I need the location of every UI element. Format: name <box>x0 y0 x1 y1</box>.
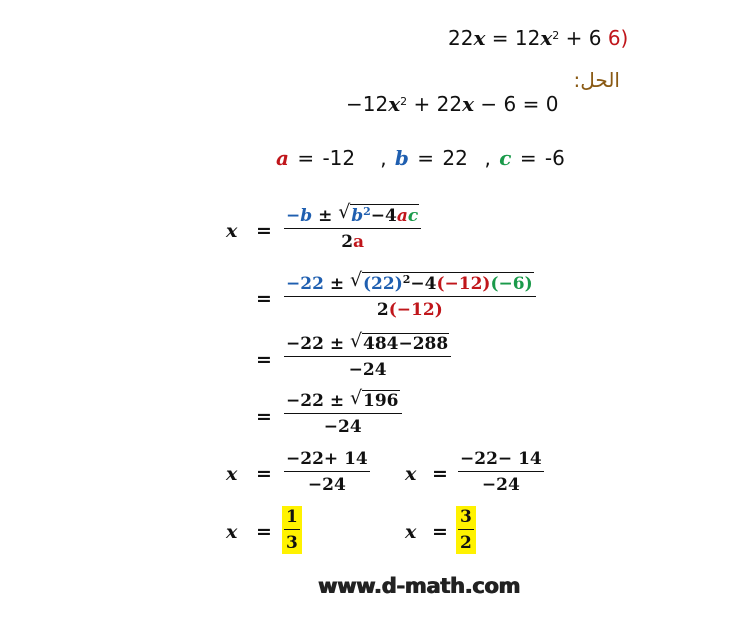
coef-sep1: , <box>380 146 387 170</box>
problem-line <box>448 26 628 50</box>
sf-t2: + 22 <box>413 92 463 116</box>
f-den-a: a <box>353 232 365 252</box>
sqrt-icon: √ <box>350 330 363 352</box>
coef-c-val: = -6 <box>519 146 565 170</box>
s-rad-exp: 2 <box>402 273 411 286</box>
minus-den: −24 <box>458 471 544 495</box>
s-a-val: (−12) <box>436 274 491 294</box>
step4-fraction <box>284 387 402 437</box>
equals-1: = <box>256 220 272 242</box>
coef-sep2: , <box>484 146 491 170</box>
sqrt-icon: √ <box>350 387 363 409</box>
st4-sqrt <box>350 387 400 411</box>
root1-fraction <box>282 506 302 554</box>
f-rad-exp: 2 <box>363 205 371 218</box>
plus-case-fraction <box>284 449 370 495</box>
lhs-var: x <box>473 26 486 50</box>
x-label-root1: x <box>226 521 238 543</box>
x-label-root2: x <box>405 521 417 543</box>
st3-pre: −22 ± <box>286 334 345 354</box>
st4-rad: 196 <box>363 391 399 411</box>
s-den-a: (−12) <box>388 300 443 320</box>
f-den-2: 2 <box>341 232 354 252</box>
st4-pre: −22 ± <box>286 391 345 411</box>
rhs-coef: = 12 <box>491 26 541 50</box>
coef-c-name: c <box>499 146 512 170</box>
minus-num: −22− 14 <box>460 449 542 469</box>
root2-num: 3 <box>460 507 472 527</box>
sf-t3: − 6 = 0 <box>480 92 559 116</box>
step3-fraction <box>284 330 451 380</box>
site-footer: www.d-math.com <box>318 574 521 598</box>
equals-root1: = <box>256 521 272 543</box>
sqrt-icon: √ <box>350 269 363 291</box>
st3-rad: 484−288 <box>363 334 449 354</box>
plus-num: −22+ 14 <box>286 449 368 469</box>
rhs-var: x <box>540 26 553 50</box>
sf-v2: x <box>462 92 475 116</box>
minus-case-fraction <box>458 449 544 495</box>
rhs-tail: + 6 <box>565 26 602 50</box>
coef-a-val: = -12 <box>297 146 356 170</box>
f-a: a <box>396 206 408 226</box>
x-label-1: x <box>226 220 238 242</box>
sf-t1: −12 <box>346 92 389 116</box>
f-rad-b: b <box>351 206 364 226</box>
solution-label: الحل: <box>573 68 620 92</box>
s-neg22: −22 <box>286 274 324 294</box>
formula-fraction <box>284 201 421 252</box>
st4-den: −24 <box>284 413 402 437</box>
s-c-val: (−6) <box>490 274 533 294</box>
standard-form <box>346 92 558 116</box>
equals-2: = <box>256 288 272 310</box>
lhs-coef: 22 <box>448 26 474 50</box>
st3-sqrt <box>350 330 449 354</box>
st3-den: −24 <box>284 356 451 380</box>
plus-den: −24 <box>284 471 370 495</box>
f-b: b <box>300 206 313 226</box>
f-minus4: −4 <box>370 206 397 226</box>
coef-b-val: = 22 <box>417 146 468 170</box>
equals-3: = <box>256 349 272 371</box>
root1-den: 3 <box>284 529 300 553</box>
s-den-2: 2 <box>376 300 389 320</box>
sf-v1: x <box>388 92 401 116</box>
f-c: c <box>407 206 419 226</box>
root1-num: 1 <box>286 507 298 527</box>
equals-4: = <box>256 406 272 428</box>
rhs-exp: 2 <box>552 29 560 42</box>
f-neg: − <box>286 206 301 226</box>
x-label-plus: x <box>226 463 238 485</box>
coef-b-name: b <box>394 146 409 170</box>
problem-number: 6) <box>607 26 629 50</box>
x-label-minus: x <box>405 463 417 485</box>
s-rad-22: (22) <box>363 274 403 294</box>
coef-a-name: a <box>276 146 289 170</box>
s-pm: ± <box>329 274 345 294</box>
coefficients <box>276 146 565 170</box>
sqrt-icon: √ <box>338 201 351 223</box>
f-pm: ± <box>318 206 333 226</box>
s-minus4: −4 <box>410 274 437 294</box>
sf-e1: 2 <box>400 95 408 108</box>
equals-root2: = <box>432 521 448 543</box>
equals-minus: = <box>432 463 448 485</box>
s-sqrt <box>350 269 534 294</box>
root2-den: 2 <box>458 529 474 553</box>
equals-plus: = <box>256 463 272 485</box>
root2-fraction <box>456 506 476 554</box>
substitution-fraction <box>284 269 536 320</box>
f-sqrt <box>338 201 419 226</box>
